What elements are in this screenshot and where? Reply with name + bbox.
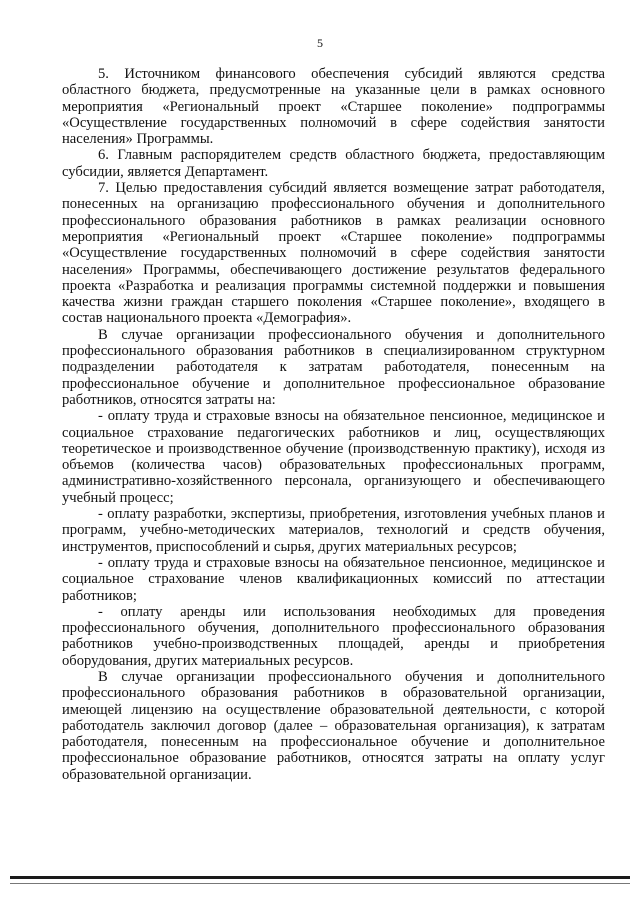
scan-bottom-edge-shadow bbox=[10, 883, 630, 884]
paragraph-funding-source: 5. Источником финансового обеспечения субсидий являются средства областного бюджета, предусмотренные на указанные цели в рамках основного мероприятия «Региональный проект «Старшее поколение» подпрограммы «Осуществление государственных полномочий в сфере содействия занятости населения» Программы. bbox=[62, 66, 605, 148]
paragraph-external-training-costs: В случае организации профессионального обучения и дополнительного профессионального образования работников в образовательной организации, имеющей лицензию на осуществление образовательной деятельности, с которой работодатель заключил договор (далее – образовательная организация), к затратам работодателя, понесенным на профессиональное обучение и дополнительное профессиональное образование работников, относятся затраты на оплату услуг образовательной организации. bbox=[62, 668, 605, 783]
list-item-commission-pay: - оплату труда и страховые взносы на обязательное пенсионное, медицинское и социальное страхование членов квалификационных комиссий по аттестации работников; bbox=[62, 554, 605, 604]
list-item-materials: - оплату разработки, экспертизы, приобретения, изготовления учебных планов и программ, учебно-методических материалов, технологий и средств обучения, инструментов, приспособлений и сырья, других материальных ресурсов; bbox=[62, 506, 605, 555]
scan-bottom-edge bbox=[10, 876, 630, 879]
list-item-rent: - оплату аренды или использования необходимых для проведения профессионального обучения, дополнительного профессионального образования работников учебно-производственных площадей, аренды и приобретения оборудования, других материальных ресурсов. bbox=[62, 603, 605, 669]
paragraph-main-administrator: 6. Главным распорядителем средств областного бюджета, предоставляющим субсидии, является Департамент. bbox=[62, 147, 605, 180]
list-item-staff-pay: - оплату труда и страховые взносы на обязательное пенсионное, медицинское и социальное страхование педагогических работников и лиц, осуществляющих теоретическое и производственное обучение (производственную практику), исходя из объемов (количества часов) образовательных профессиональных программ, административно-хозяйственного персонала, организующего и обеспечивающего учебный процесс; bbox=[62, 408, 605, 506]
paragraph-subsidy-purpose: 7. Целью предоставления субсидий является возмещение затрат работодателя, понесенных на организацию профессионального обучения и дополнительного профессионального образования работников в рамках реализации основного мероприятия «Региональный проект «Старшее поколение» подпрограммы «Осуществление государственных полномочий в сфере содействия занятости населения» Программы, обеспечивающего достижение результатов федерального проекта «Разработка и реализация программы системной поддержки и повышения качества жизни граждан старшего поколения «Старшее поколение», входящего в состав национального проекта «Демография». bbox=[62, 180, 605, 327]
page-number: 5 bbox=[317, 36, 323, 50]
document-body bbox=[62, 66, 605, 783]
paragraph-internal-training-costs: В случае организации профессионального обучения и дополнительного профессионального образования работников в специализированном структурном подразделении работодателя к затратам работодателя, понесенным на профессиональное обучение и дополнительное профессиональное образование работников, относятся затраты на: bbox=[62, 326, 605, 408]
